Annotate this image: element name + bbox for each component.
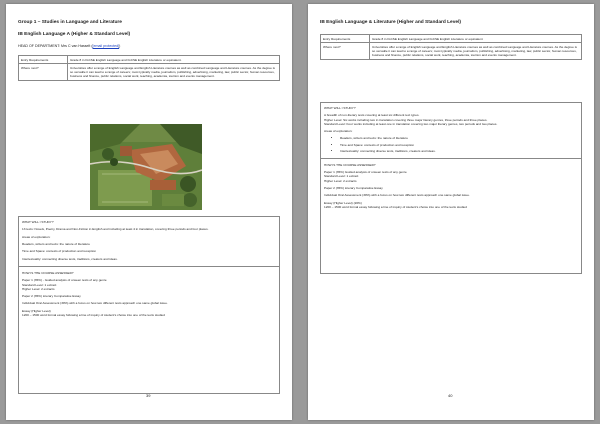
assessment-line: Essay (Higher Level) [22, 308, 51, 313]
assessment-line: Individual Oral Assessment (30%) with a focus on how two different texts approach one same global issue. [22, 301, 168, 306]
assessment-line: Paper 1 (35%) - Guided analysis of unseen texts of any genre [22, 278, 107, 283]
page-39 [6, 4, 292, 420]
study-texts: 13 texts: Novels, Poetry, Drama and Non-Fiction in English and including at least 4 in translation, covering three periods and four places. [22, 227, 209, 232]
study-assessment-box [18, 216, 280, 394]
page-number: 39 [146, 393, 151, 398]
assessment-paper-1 [324, 170, 578, 183]
assessment-line: Standard Level: 1 extract [324, 174, 359, 179]
assessment-line: 1200 – 1500 word formal essay following a line of inquiry of student's choice into one of the texts studied [324, 204, 467, 209]
areas-label: Areas of exploration: [22, 234, 51, 239]
page-40 [308, 4, 594, 420]
assessment-line: Individual Oral Assessment (30%) with a focus on how two different texts approach one same global issue. [324, 193, 470, 198]
study-intro-line: A breadth of non-literary texts covering at least six different text types. [324, 113, 420, 118]
table-row [321, 35, 582, 43]
where-next-value: Universities offer a range of English Language and English Literature courses as well as combined Language and Literature courses. As the degree is so versatile it can lead to a range of careers; most typically media, journalism, publishing, advertising, marketing, law, public sector, human resources, business and finance, public relations, social work, teaching, academia, tourism and events management. [370, 43, 582, 60]
assessment-oral [22, 301, 276, 305]
assessment-essay [324, 201, 578, 209]
hod-suffix: ) [119, 44, 121, 48]
area-item: Readers, writers and texts: the nature of literature [22, 242, 90, 247]
table-row [321, 43, 582, 60]
head-of-department [18, 44, 280, 48]
section-divider [321, 158, 581, 159]
study-intro-line: Higher Level: Six works including two in translation covering three major literary genres, three periods and three places. [324, 117, 488, 122]
table-row [19, 64, 280, 81]
study-assessment-box [320, 102, 582, 274]
group-heading: Group 1 – Studies in Language and Literature [18, 20, 122, 25]
areas-label: Areas of exploration: [324, 129, 353, 134]
where-next-label: Where next? [19, 64, 68, 81]
list-item: • Intertextuality: connecting diverse texts, traditions, creators and ideas. [340, 149, 578, 153]
list-item: • Readers, writers and texts: the nature of literature [340, 136, 578, 140]
assess-heading: HOW IS THE COURSE ASSESSED? [22, 270, 74, 275]
entry-requirements-value: Grade 8 in IGCSE English Language and IGCSE English Literature or equivalent. [68, 56, 280, 64]
requirements-table [18, 55, 280, 81]
section-divider [19, 266, 279, 267]
assessment-paper-2 [22, 294, 276, 298]
assess-heading: HOW IS THE COURSE ASSESSED? [324, 162, 376, 167]
entry-requirements-label: Entry Requirements [19, 56, 68, 64]
study-intro [324, 113, 578, 126]
entry-requirements-value: Grade 8 in IGCSE English Language and IGCSE English Literature or equivalent [370, 35, 582, 43]
assessment-line: Higher Level: 2 extracts [22, 286, 55, 291]
hod-prefix: HEAD OF DEPARTMENT: Mrs C van Hasselt ( [18, 44, 93, 48]
assessment-line: Standard Level: 1 extract [22, 282, 57, 287]
entry-requirements-label: Entry Requirements [321, 35, 370, 43]
assessment-line: Paper 1 (35%) Guided analysis of unseen texts of any genre [324, 170, 407, 175]
where-next-label: Where next? [321, 43, 370, 60]
assessment-line: Essay (Higher Level) (20%) [324, 200, 362, 205]
course-title: IB English Language & Literature (Higher and Standard Level) [320, 20, 461, 25]
assessment-oral [324, 193, 578, 197]
areas-list [324, 136, 578, 153]
where-next-value: Universities offer a range of English Language and English Literature courses as well as combined Language and Literature courses. As the degree is so versatile it can lead to a range of careers; most typically media, journalism, publishing, advertising, marketing, law, public sector, human resources, business and finance, public relations, social work, teaching, academia, tourism and events management. [68, 64, 280, 81]
assessment-line: Paper 2 (35%) Literary Comparative Essay [324, 186, 383, 190]
assessment-line: 1200 – 1500 word formal essay following a line of inquiry of student's choice into one of the texts studied [22, 312, 165, 317]
area-item: Intertextuality: connecting diverse texts, traditions, creators and ideas. [22, 256, 118, 261]
assessment-essay [22, 309, 276, 317]
assessment-paper-1 [22, 278, 276, 291]
course-title: IB English Language A (Higher & Standard Level) [18, 32, 131, 37]
assessment-line: Higher Level: 2 extracts [324, 178, 357, 183]
study-intro-line: Standard Level: Four works including at least one in translation covering two major literary genres, two periods and two places. [324, 121, 498, 126]
assessment-paper-2 [324, 186, 578, 190]
list-item: • Time and Space: contexts of production and reception [340, 143, 578, 147]
page-number: 40 [448, 393, 453, 398]
table-row [19, 56, 280, 64]
hod-email-link[interactable]: [email protected] [92, 44, 120, 48]
study-heading: WHAT WILL I STUDY? [324, 106, 356, 110]
school-aerial-photo [90, 124, 202, 210]
study-heading: WHAT WILL I STUDY? [22, 220, 54, 224]
requirements-table [320, 34, 582, 60]
area-item: Time and Space: contexts of production and reception [22, 249, 97, 254]
assessment-line: Paper 2 (35%) Literary Comparative Essay [22, 294, 81, 299]
